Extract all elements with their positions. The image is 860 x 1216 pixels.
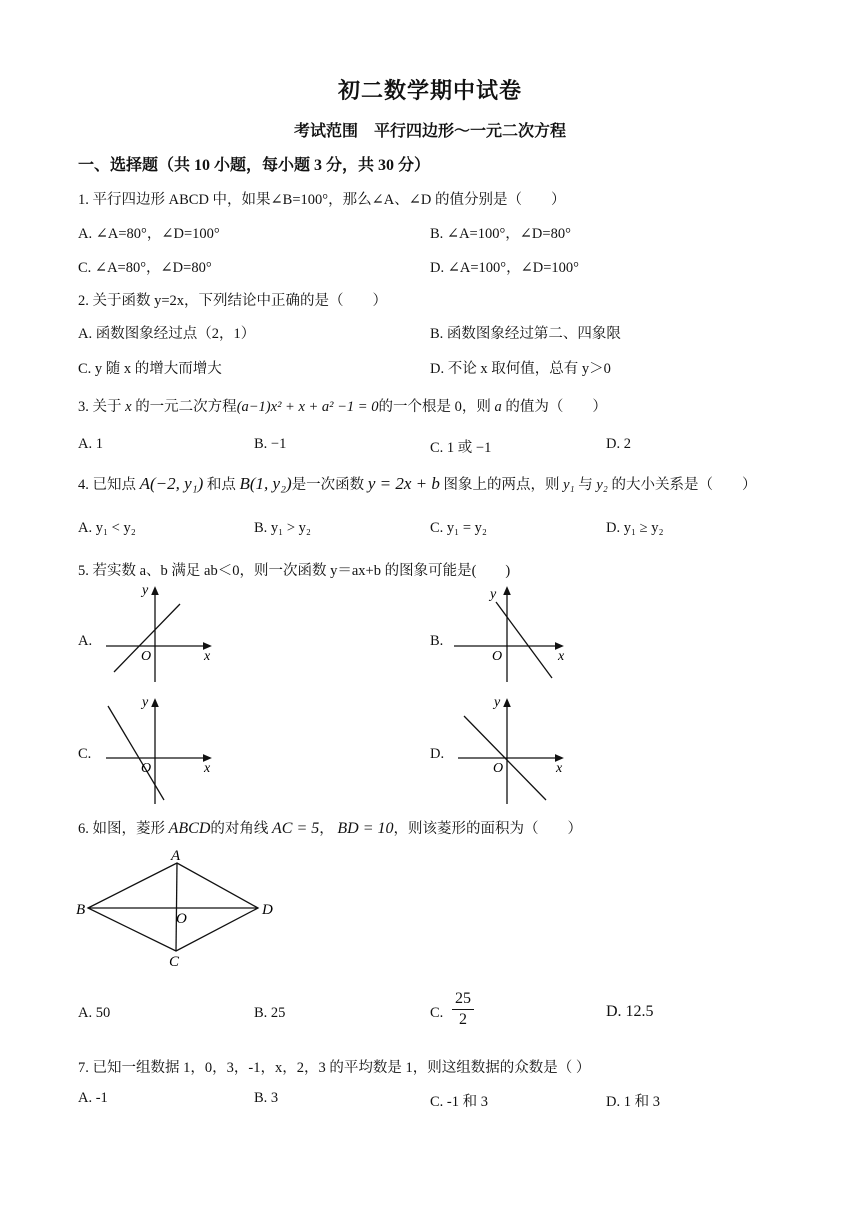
graph-a-x-label: x (204, 649, 211, 664)
exam-title: 初二数学期中试卷 (337, 78, 522, 103)
question-3-variable-a: a (494, 399, 502, 415)
question-3-equation: (a−1)x² + x + a² −1 = 0 (236, 399, 379, 415)
question-6-option-a: A. 50 (78, 1005, 111, 1021)
question-4-option-c: C. y₁ = y₂ (430, 520, 487, 536)
question-1-option-a: A. ∠A=80°，∠D=100° (78, 226, 220, 242)
question-4-option-a: A. y₁ < y₂ (78, 520, 136, 536)
question-3-option-c: C. 1 或 −1 (430, 440, 492, 456)
question-5-option-c-label: C. (78, 746, 92, 762)
question-5-option-b-label: B. (430, 633, 444, 649)
graph-c-x-label: x (204, 761, 211, 776)
fraction-denominator: 2 (459, 1011, 467, 1028)
graph-c-origin: O (141, 761, 152, 776)
question-4-point-a: A(−2, y₁) (139, 474, 204, 493)
question-6-ac: AC = 5 (272, 820, 320, 837)
question-1-option-d: D. ∠A=100°，∠D=100° (430, 260, 579, 276)
question-4-mid1: 和点 (206, 477, 236, 493)
fraction-numerator: 25 (455, 990, 471, 1007)
question-6-rhombus-figure (74, 846, 284, 972)
question-6-end: ，则该菱形的面积为（ ） (393, 821, 583, 837)
question-4-option-d: D. y₁ ≥ y₂ (606, 520, 664, 536)
question-1-option-c: C. ∠A=80°，∠D=80° (78, 260, 212, 276)
question-6-stem: 6. 如图，菱形 ABCD的对角线 AC = 5， BD = 10，则该菱形的面积为（ ） (78, 820, 583, 837)
question-3-option-b: B. −1 (254, 436, 287, 452)
section-heading: 一、选择题（共 10 小题，每小题 3 分，共 30 分） (78, 157, 431, 174)
question-3-end: 的值为（ ） (505, 399, 607, 415)
question-3-option-a: A. 1 (78, 436, 103, 452)
question-3-prefix: 3. 关于 (78, 399, 122, 415)
question-6-option-b: B. 25 (254, 1005, 286, 1021)
question-5-graph-d (452, 694, 577, 806)
question-4-mid3: 图象上的两点，则 (443, 477, 560, 493)
question-1-option-b: B. ∠A=100°，∠D=80° (430, 226, 571, 242)
rhombus-label-b: B (76, 902, 86, 918)
question-7-stem: 7. 已知一组数据 1，0，3，-1，x，2，3 的平均数是 1，则这组数据的众数是（ ） (78, 1060, 591, 1076)
question-6-mid: 的对角线 (210, 821, 269, 837)
question-2-option-d: D. 不论 x 取何值，总有 y＞0 (430, 361, 611, 377)
question-3-variable-x: x (125, 399, 132, 415)
question-6-shape: ABCD (168, 820, 211, 837)
graph-d-origin: O (493, 761, 504, 776)
question-4-point-b: B(1, y₂) (239, 474, 292, 493)
graph-d-y-label: y (494, 695, 501, 710)
exam-scope: 考试范围 平行四边形～一元二次方程 (293, 123, 566, 140)
question-4-mid2: 是一次函数 (291, 477, 365, 493)
question-2-option-a: A. 函数图象经过点（2，1） (78, 326, 256, 342)
question-3-suffix: 的一个根是 0，则 (378, 399, 491, 415)
question-4-function: y = 2x + b (367, 474, 440, 493)
question-5-graph-c (100, 694, 225, 806)
question-7-option-c: C. -1 和 3 (430, 1094, 488, 1110)
question-7-option-b: B. 3 (254, 1090, 279, 1106)
question-6-bd: BD = 10 (337, 820, 394, 837)
question-6-option-c-fraction (452, 990, 474, 1029)
question-2-stem: 2. 关于函数 y=2x，下列结论中正确的是（ ） (78, 293, 388, 309)
question-5-stem: 5. 若实数 a、b 满足 ab＜0，则一次函数 y＝ax+b 的图象可能是( ) (78, 563, 511, 579)
question-1-stem: 1. 平行四边形 ABCD 中，如果∠B=100°，那么∠A、∠D 的值分别是（ ） (78, 192, 566, 208)
question-4-y1: y₁ (563, 477, 575, 493)
question-4-option-b: B. y₁ > y₂ (254, 520, 311, 536)
question-4-end: 的大小关系是（ ） (611, 477, 757, 493)
graph-a-y-label: y (142, 583, 149, 598)
question-7-option-d: D. 1 和 3 (606, 1094, 660, 1110)
question-3-mid: 的一元二次方程 (135, 399, 237, 415)
rhombus-label-c: C (169, 954, 180, 970)
question-6-option-d: D. 12.5 (606, 1003, 654, 1020)
question-5-option-a-label: A. (78, 633, 93, 649)
question-4-y2: y₂ (596, 477, 608, 493)
rhombus-label-d: D (262, 902, 273, 918)
rhombus-label-a: A (171, 848, 181, 864)
rhombus-label-o: O (176, 911, 187, 927)
question-7-option-a: A. -1 (78, 1090, 108, 1106)
question-4-mid4: 与 (578, 477, 593, 493)
question-4-prefix: 4. 已知点 (78, 477, 136, 493)
graph-d-x-label: x (556, 761, 563, 776)
question-6-prefix: 6. 如图，菱形 (78, 821, 165, 837)
question-3-stem (78, 395, 607, 416)
question-5-graph-b (452, 582, 577, 682)
question-6-option-c-label: C. (430, 1005, 444, 1021)
question-3-option-d: D. 2 (606, 436, 631, 452)
question-5-option-d-label: D. (430, 746, 445, 762)
graph-b-y-label: y (490, 587, 497, 602)
fraction-bar (452, 1009, 474, 1010)
question-5-graph-a (100, 582, 225, 682)
question-2-option-c: C. y 随 x 的增大而增大 (78, 361, 222, 377)
question-4-stem (78, 473, 756, 494)
graph-a-origin: O (141, 649, 152, 664)
graph-c-y-label: y (142, 695, 149, 710)
graph-b-origin: O (492, 649, 503, 664)
question-2-option-b: B. 函数图象经过第二、四象限 (430, 326, 621, 342)
graph-b-x-label: x (558, 649, 565, 664)
